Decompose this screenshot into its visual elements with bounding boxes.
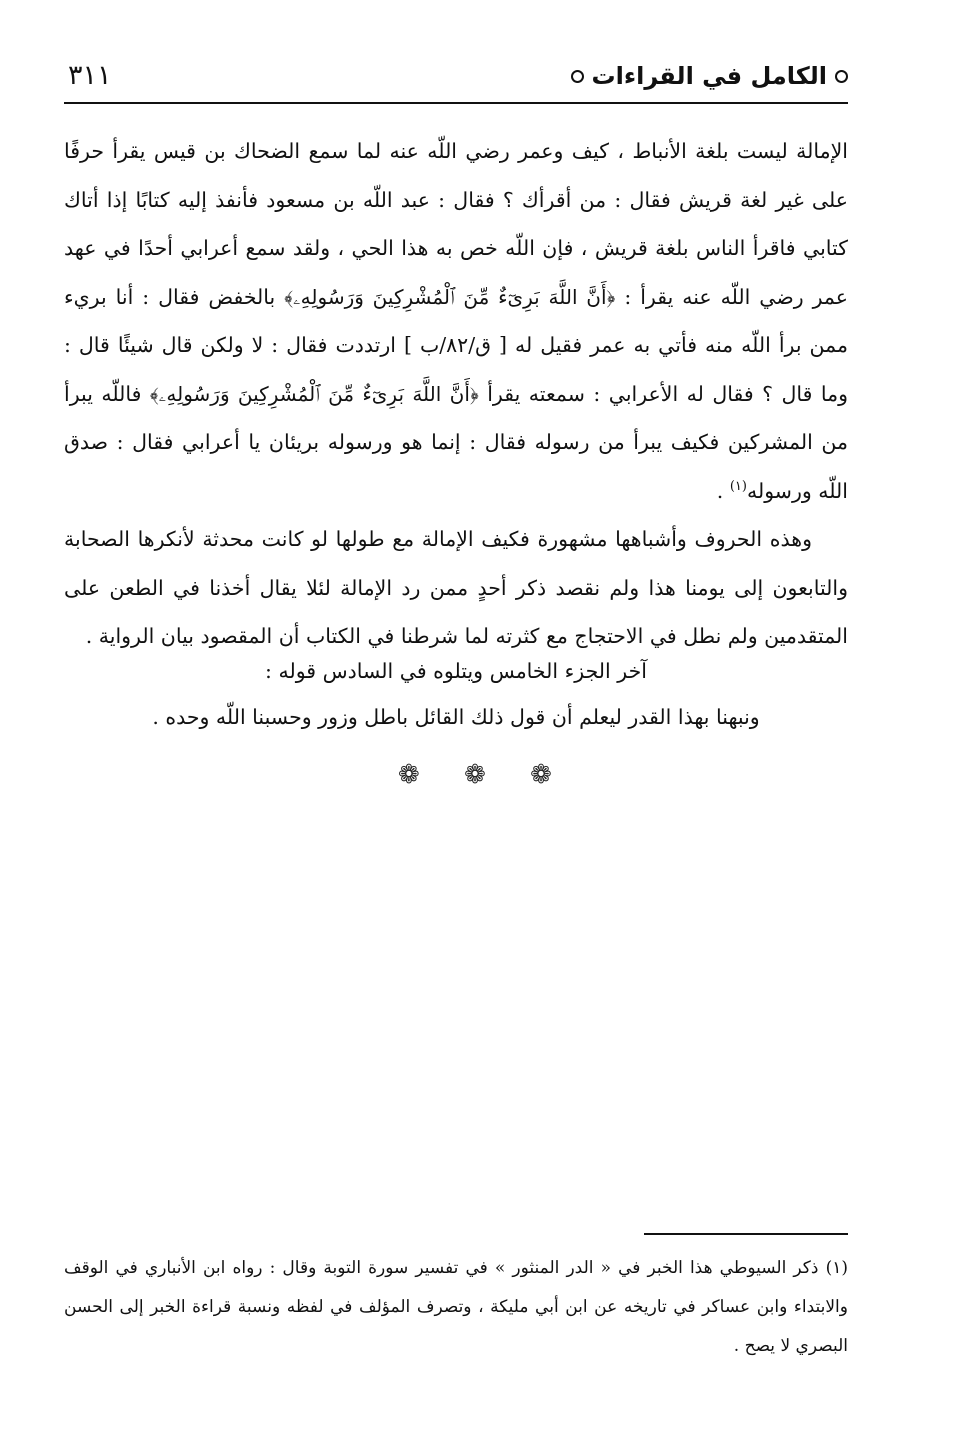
ending-line-1: آخر الجزء الخامس ويتلوه في السادس قوله : <box>265 659 647 683</box>
footnote-reference[interactable]: (١) <box>729 478 747 494</box>
circle-ornament-icon <box>571 70 584 83</box>
main-text <box>64 127 848 661</box>
page-header <box>64 58 848 104</box>
text-segment: ارتددت فقال : لا ولكن قال شيئًا قال : وما قال ؟ فقال له الأعرابي : سمعته يقرأ <box>64 333 848 406</box>
ending-line-2: ونبهنا بهذا القدر ليعلم أن قول ذلك القائل باطل وزور وحسبنا اللّه وحده . <box>152 705 760 729</box>
quran-quote: ﴿أَنَّ اللَّهَ بَرِىٓءٌ مِّنَ ٱلْمُشْرِكِينَ وَرَسُولِهِۦ﴾ <box>149 381 479 406</box>
running-title <box>571 62 848 90</box>
text-segment: الإمالة ليست بلغة الأنباط ، كيف وعمر رضي اللّه عنه لما سمع الضحاك بن قيس يقرأ حرفًا على غير لغة قريش فقال : من أقرأك ؟ فقال : عبد اللّه بن مسعود فأنفذ إليه كتابًا إذا أتاك كتابي فاقرأ الناس بلغة قريش ، فإن اللّه خص به هذا الحي ، ولقد سمع أعرابي أحدًا في عهد عمر رضي اللّه عنه يقرأ : <box>64 139 848 309</box>
text-segment: بالخفض فقال : أنا بريء ممن برأ اللّه منه فأتي به عمر فقيل له <box>64 284 848 357</box>
section-ending <box>64 648 848 740</box>
paragraph-2: وهذه الحروف وأشباهها مشهورة فكيف الإمالة مع طولها لو كانت محدثة لأنكرها الصحابة والتابعون إلى يومنا هذا ولم نقصد ذكر أحدٍ ممن رد الإمالة لئلا يقال أخذنا في الطعن على المتقدمين ولم نطل في الاحتجاج مع كثرته لما شرطنا في الكتاب أن المقصود بيان الرواية . <box>64 527 848 648</box>
page-number: ٣١١ <box>68 60 112 91</box>
paragraph-1 <box>64 127 848 515</box>
folio-marker: [ ق/٨٢/ب ] <box>403 333 508 357</box>
circle-ornament-icon <box>835 70 848 83</box>
footnotes <box>64 1249 848 1366</box>
footnote-text: ذكر السيوطي هذا الخبر في « الدر المنثور » في تفسير سورة التوبة وقال : رواه ابن الأنباري في الوقف والابتداء وابن عساكر في تاريخه عن ابن أبي مليكة ، وتصرف المؤلف في لفظه ونسبة قراءة الخبر إلى الحسن البصري لا يصح . <box>64 1258 848 1356</box>
ornament-divider: ❁ ❁ ❁ <box>398 760 570 790</box>
footnote-separator <box>644 1233 848 1235</box>
footnote-number: (١) <box>825 1258 849 1278</box>
text-segment: . <box>716 478 724 503</box>
quran-quote: ﴿أَنَّ اللَّهَ بَرِىٓءٌ مِّنَ ٱلْمُشْرِكِينَ وَرَسُولِهِۦ﴾ <box>284 284 616 309</box>
text-segment: فاللّه يبرأ من المشركين فكيف يبرأ من رسوله فقال : إنما هو ورسوله بريئان يا أعرابي فقال : صدق اللّه ورسوله <box>64 381 848 503</box>
running-title-text: الكامل في القراءات <box>591 62 827 90</box>
footnote-1 <box>64 1249 848 1366</box>
